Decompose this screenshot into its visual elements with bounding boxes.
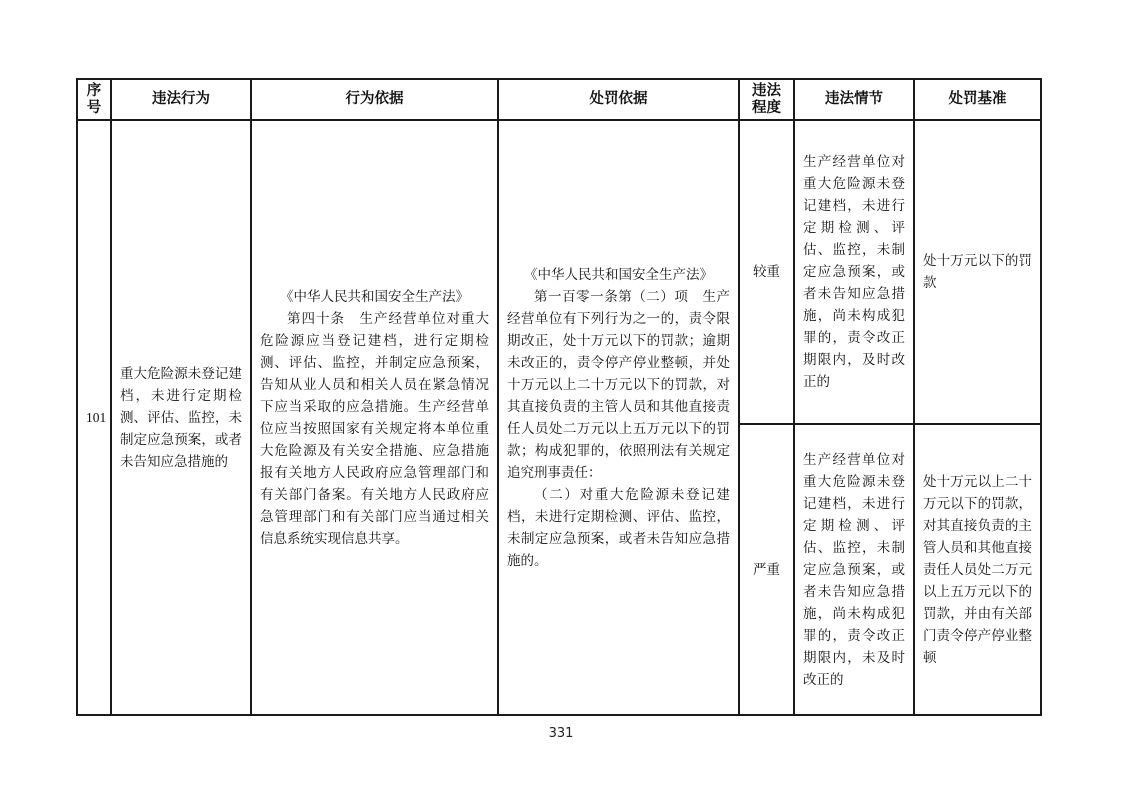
behavior-basis-cell <box>251 120 498 715</box>
baseline-cell-moderate: 处十万元以下的罚款 <box>914 120 1041 424</box>
col-header-circumstances: 违法情节 <box>794 79 914 120</box>
col-header-behavior-basis: 行为依据 <box>251 79 498 120</box>
serial-cell: 101 <box>77 120 111 715</box>
penalty-basis-cell <box>498 120 739 715</box>
col-header-serial: 序号 <box>77 79 111 120</box>
col-header-penalty-basis: 处罚依据 <box>498 79 739 120</box>
behavior-basis-law-body: 第四十条 生产经营单位对重大危险源应当登记建档，进行定期检测、评估、监控，并制定应急预案，告知从业人员和相关人员在紧急情况下应当采取的应急措施。生产经营单位应当按照国家有关规定将本单位重大危险源及有关安全措施、应急措施报有关地方人民政府应急管理部门和有关部门备案。有关地方人民政府应急管理部门和有关部门应当通过相关信息系统实现信息共享。 <box>260 310 489 546</box>
penalty-basis-law-body: 第一百零一条第（二）项 生产经营单位有下列行为之一的，责令限期改正，处十万元以下的罚款；逾期未改正的，责令停产停业整顿，并处十万元以上二十万元以下的罚款，对其直接负责的主管人员和其他直接责任人员处二万元以上五万元以下的罚款；构成犯罪的，依照刑法有关规定追究刑事责任： <box>507 288 730 480</box>
penalty-basis-law-item: （二）对重大危险源未登记建档，未进行定期检测、评估、监控，未制定应急预案，或者未告知应急措施的。 <box>507 486 730 568</box>
behavior-basis-law-title: 《中华人民共和国安全生产法》 <box>280 288 469 304</box>
col-header-violation-degree: 违法程度 <box>739 79 794 120</box>
circumstances-cell-moderate: 生产经营单位对重大危险源未登记建档，未进行定期检测、评估、监控，未制定应急预案，或者未告知应急措施，尚未构成犯罪的，责令改正期限内，及时改正的 <box>794 120 914 424</box>
table-header-row <box>77 79 1041 120</box>
degree-cell-moderate: 较重 <box>739 120 794 424</box>
col-header-penalty-baseline: 处罚基准 <box>914 79 1041 120</box>
circumstances-cell-severe: 生产经营单位对重大危险源未登记建档，未进行定期检测、评估、监控，未制定应急预案，或者未告知应急措施，尚未构成犯罪的，责令改正期限内，未及时改正的 <box>794 424 914 715</box>
page-number: 331 <box>548 726 574 741</box>
col-header-violation: 违法行为 <box>111 79 251 120</box>
violation-behavior-cell: 重大危险源未登记建档，未进行定期检测、评估、监控，未制定应急预案，或者未告知应急措施的 <box>111 120 251 715</box>
penalty-basis-law-title: 《中华人民共和国安全生产法》 <box>524 266 713 282</box>
degree-cell-severe: 严重 <box>739 424 794 715</box>
table-subrow-moderate <box>77 120 1041 424</box>
baseline-cell-severe: 处十万元以上二十万元以下的罚款，对其直接负责的主管人员和其他直接责任人员处二万元以上五万元以下的罚款，并由有关部门责令停产停业整顿 <box>914 424 1041 715</box>
penalty-table <box>76 78 1042 716</box>
